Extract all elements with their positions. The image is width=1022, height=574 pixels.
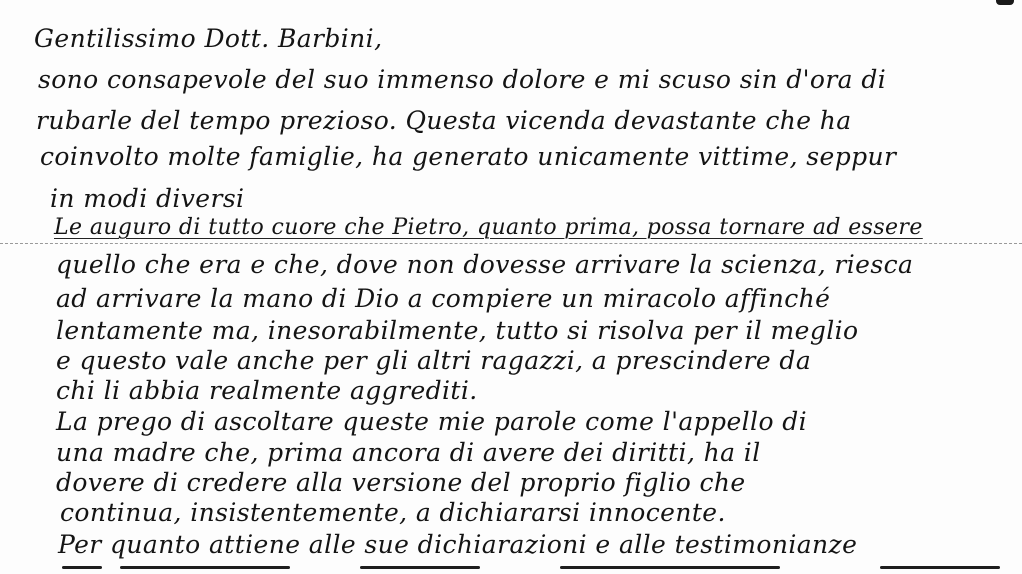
letter-line-2: rubarle del tempo prezioso. Questa vicenda devastante che ha (36, 106, 852, 135)
top-right-ink-mark (996, 0, 1014, 5)
cut-off-next-line (0, 566, 1022, 574)
letter-line-3: coinvolto molte famiglie, ha generato unicamente vittime, seppur (40, 142, 897, 171)
letter-line-14: continua, insistentemente, a dichiararsi innocente. (60, 498, 726, 527)
letter-line-10: chi li abbia realmente aggrediti. (56, 376, 478, 405)
letter-line-9: e questo vale anche per gli altri ragazzi, a prescindere da (56, 346, 812, 375)
letter-line-13: dovere di credere alla versione del proprio figlio che (56, 468, 746, 497)
letter-salutation: Gentilissimo Dott. Barbini, (34, 24, 383, 53)
letter-line-6: quello che era e che, dove non dovesse arrivare la scienza, riesca (56, 250, 914, 279)
dashed-fold-line (0, 243, 1022, 244)
letter-line-8: lentamente ma, inesorabilmente, tutto si risolva per il meglio (56, 316, 859, 345)
letter-line-7: ad arrivare la mano di Dio a compiere un miracolo affinché (56, 284, 831, 313)
letter-line-1: sono consapevole del suo immenso dolore e mi scuso sin d'ora di (38, 65, 887, 94)
letter-line-11: La prego di ascoltare queste mie parole come l'appello di (56, 407, 808, 436)
letter-line-15: Per quanto attiene alle sue dichiarazioni e alle testimonianze (58, 530, 858, 559)
letter-line-5-underlined: Le auguro di tutto cuore che Pietro, quanto prima, possa tornare ad essere (54, 215, 923, 240)
letter-line-12: una madre che, prima ancora di avere dei diritti, ha il (56, 438, 761, 467)
letter-line-4: in modi diversi (50, 184, 245, 213)
